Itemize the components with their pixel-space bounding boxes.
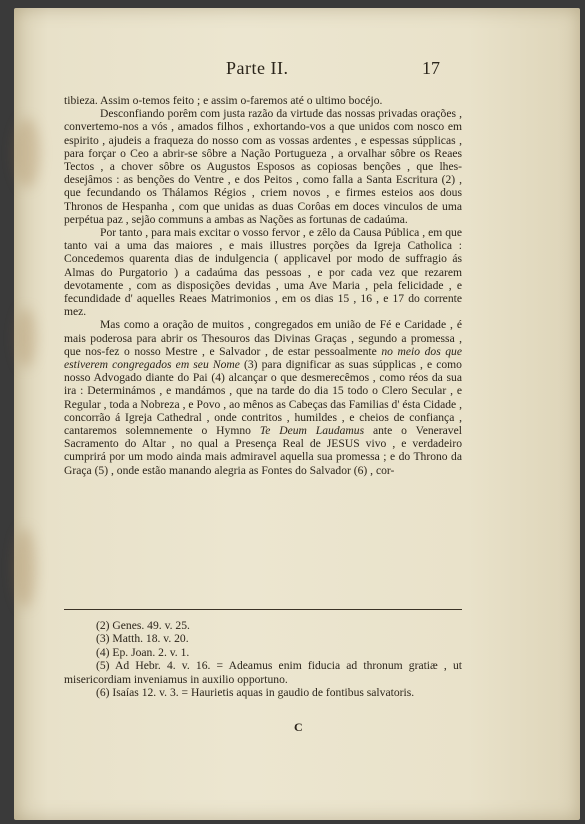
paragraph-text: ante o Veneravel Sacramento do Altar , no qual a Presença Real de JESUS vivo , e verdadeiro cumprirá por um modo ainda mais admiravel aquella sua promessa ; e do Throno da Graça (5) , onde estão manando alegria as Fontes do Salvador (6) , cor- [64,424,462,477]
footnote: (3) Matth. 18. v. 20. [96,632,189,646]
footnote: (4) Ep. Joan. 2. v. 1. [96,645,190,659]
running-head [14,58,580,82]
footnote: (2) Genes. 49. v. 25. [96,619,190,632]
footnote: (6) Isaías 12. v. 3. = Haurietis aquas in gaudio de fontibus salvatoris. [96,686,415,700]
signature-mark: C [294,720,303,734]
running-head-title: Parte II. [226,58,289,78]
italic-quote: no meio dos que estiverem congregados em seu Nome [64,344,462,372]
footnote: (5) Ad Hebr. 4. v. 16. = Adeamus enim fiducia ad thronum gratiæ , ut misericordiam inveniamus in auxilio opportuno. [64,659,462,686]
footnotes [64,619,462,699]
page-stain [14,118,40,188]
book-page [14,8,580,820]
footnote-rule [64,609,462,610]
body-text [64,94,462,477]
page-number: 17 [422,58,440,78]
page-stain [14,528,36,608]
page-stain [16,308,36,368]
hymn-title: Te Deum Laudamus [259,424,365,438]
paragraph-text: Mas como a oração de muitos , congregados em união de Fé e Caridade , é mais poderosa para abrir os Thesouros das Divinas Graças , segundo a promessa , que nos-fez o nosso Mestre , e Salvador , de estar pessoalmente [64,318,462,358]
paragraph: Por tanto , para mais excitar o vosso fervor , e zêlo da Causa Pública , em que tanto vai a uma das maiores , e mais illustres porções da Igreja Catholica : Concedemos quarenta dias de indulgencia ( applicavel por modo de suffragio ás Almas do Purgatorio ) a cadaúma das pessoas , e por cada vez que rezarem devotamente , com as disposições devidas , uma Ave Maria , pela felicidade , e fecundidade d' aquelles Reaes Matrimonios , em os dias 15 , 16 , e 17 do corrente mez. [64,226,462,319]
paragraph: tibieza. Assim o-temos feito ; e assim o-faremos até o ultimo bocéjo. [64,94,383,107]
paragraph [64,318,462,476]
paragraph-text: (3) para dignificar as suas súpplicas , e como nosso Advogado diante do Pai (4) alcançar o que desmerecêmos , como réos da sua ira : Determinámos , e mandámos , que na tarde do dia 15 todo o Clero Secular , e Regular , toda a Nobreza , e Povo , ao mênos as Cabeças das Familias d' ésta Cidade , concorrão á Igreja Cathedral , onde contritos , humildes , e cheios de confiança , cantaremos solemnemente o Hymno [64,358,462,438]
paragraph: Desconfiando porêm com justa razão da virtude das nossas privadas orações , convertemo-nos a vós , amados filhos , exhortando-vos a que unidos com nosco em espirito , ajudeis a fraqueza do nosso com as vossas ardentes , e espessas súpplicas , para forçar o Ceo a abrir-se sôbre a Nação Portugueza , a orvalhar sôbre os Reaes Tectos , a chover sôbre os Augustos Esposos as copiosas benções , que lhes-desejâmos : as benções do Ventre , e dos Peitos , como falla a Santa Escritura (2) , que fecundando os Thálamos Régios , criem novos , e firmes esteios aos dous Thronos de Hespanha , com que unidas as duas Corôas em doces vinculos de uma perpétua paz , sejão communs a ambas as Nações as fortunas de cadaúma. [64,107,462,226]
